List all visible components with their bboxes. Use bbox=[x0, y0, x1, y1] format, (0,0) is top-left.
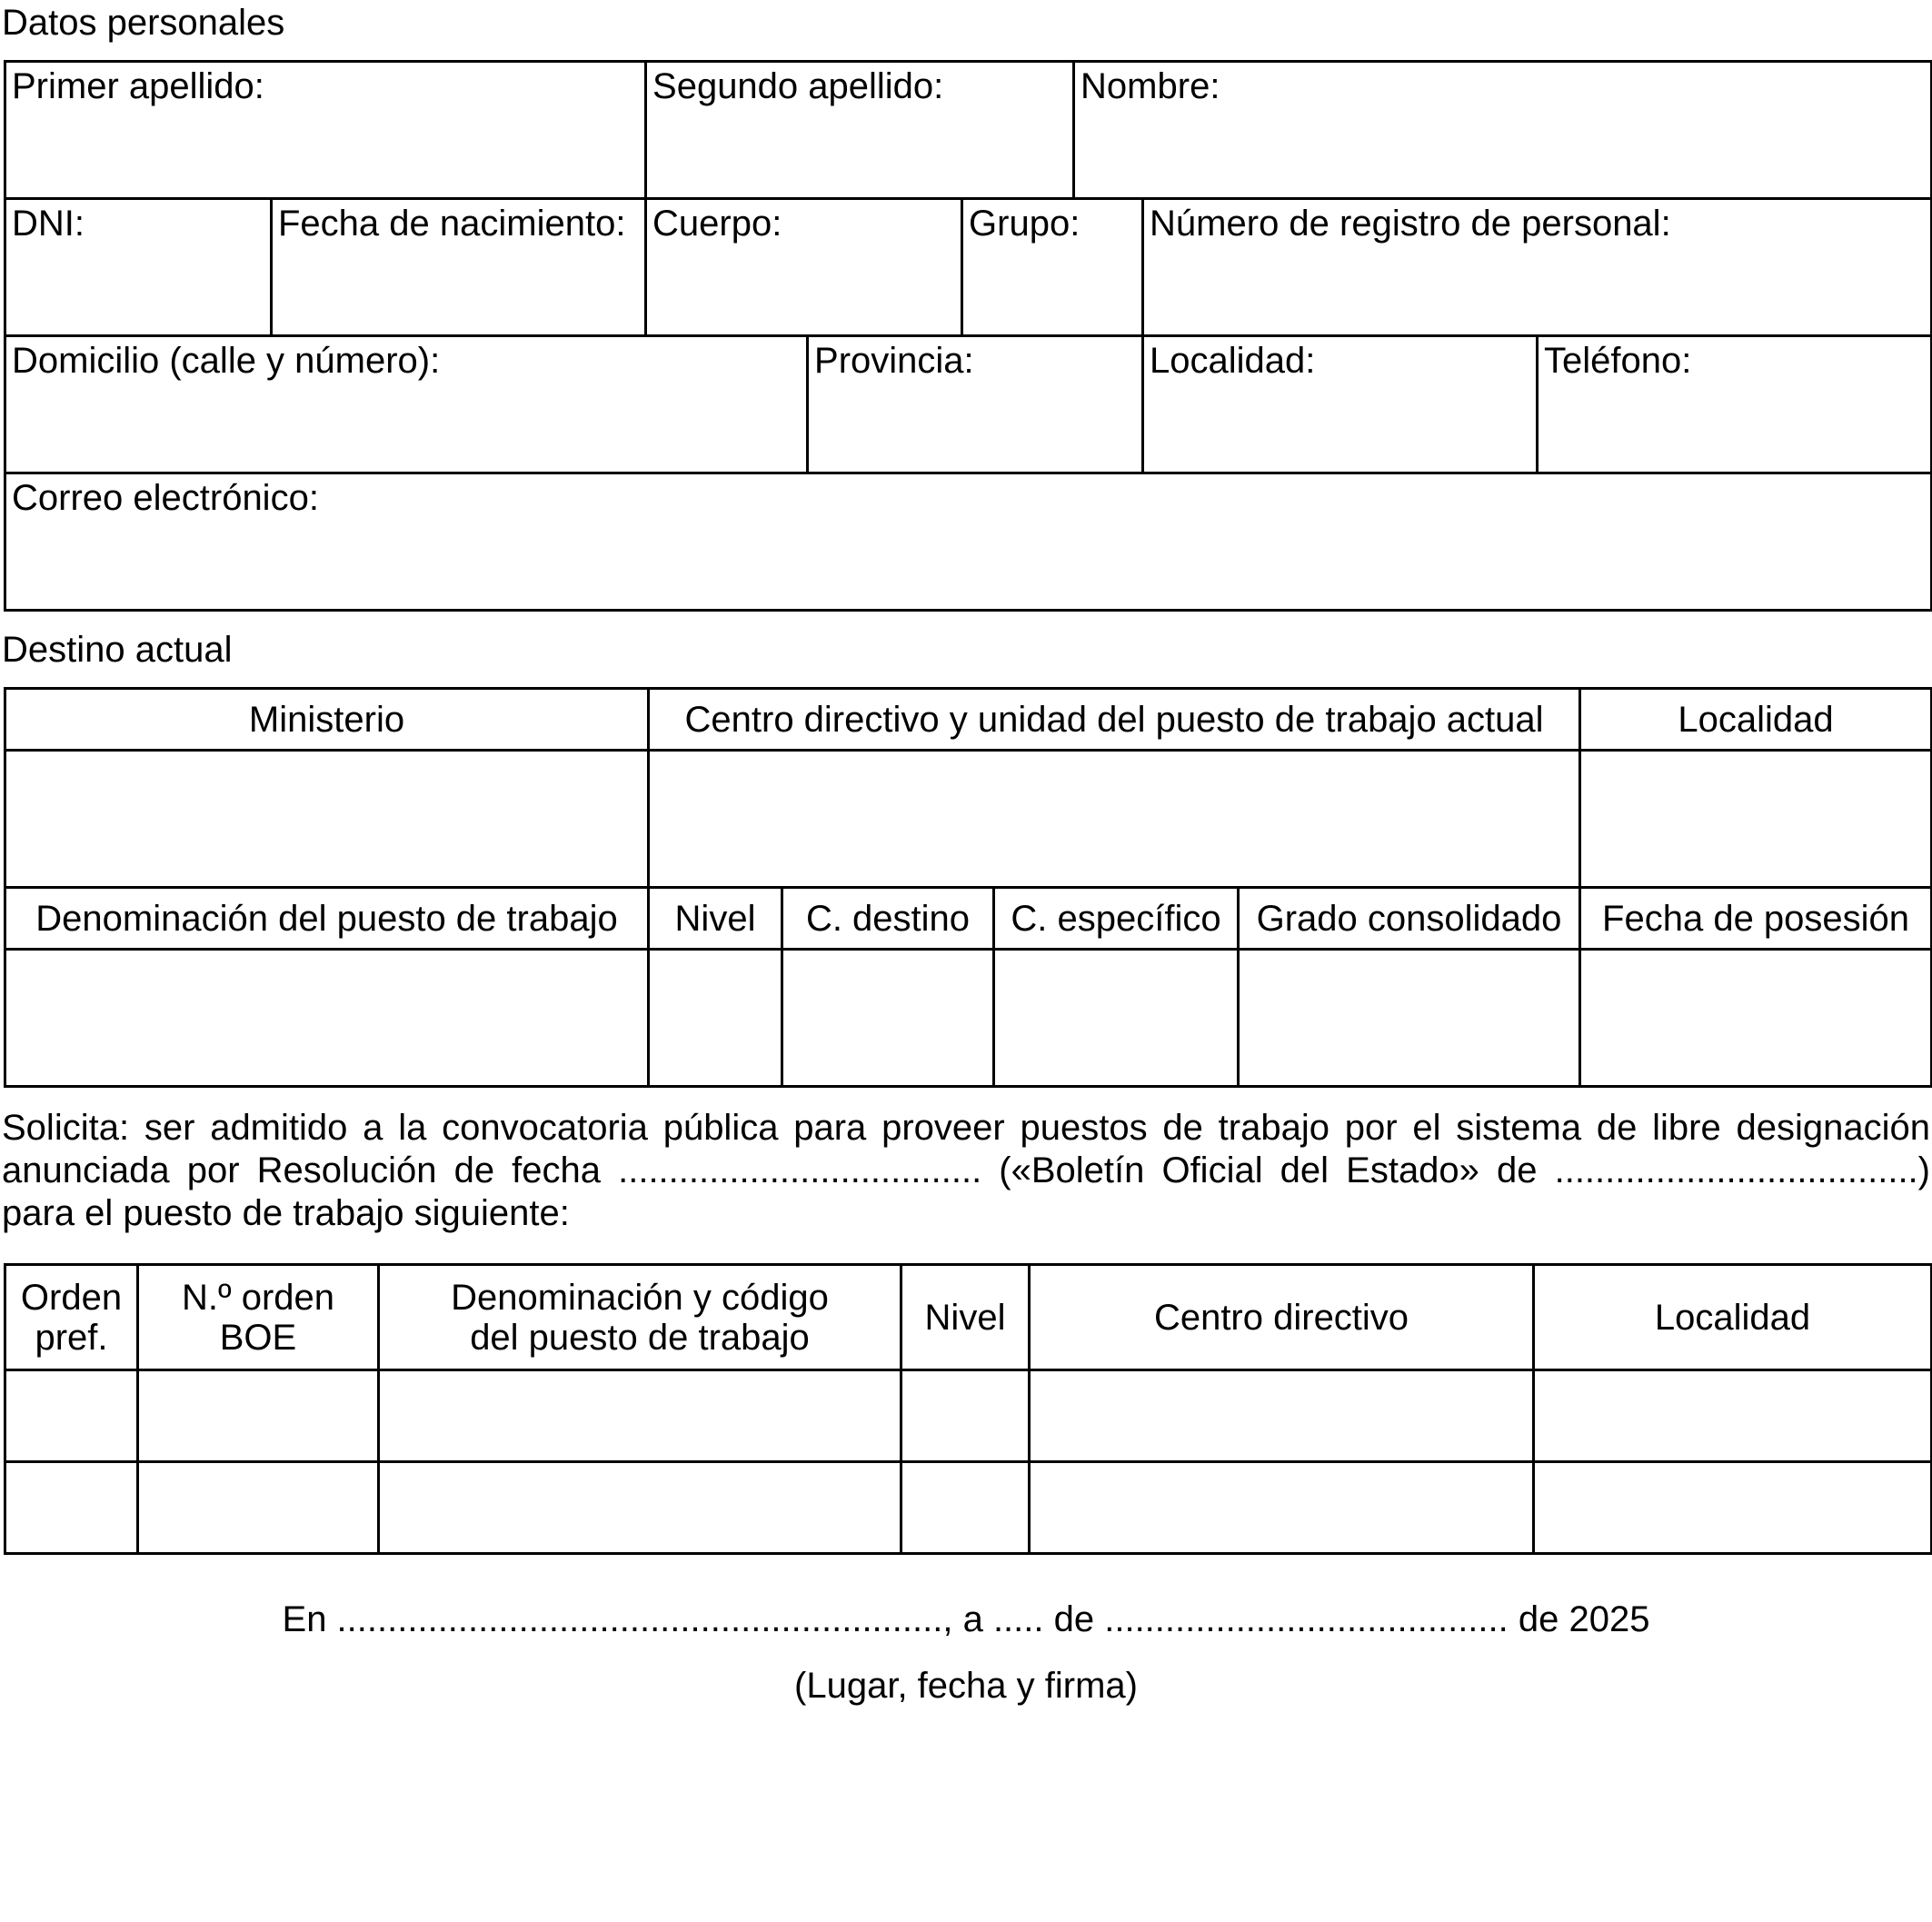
grado-consolidado-cell[interactable] bbox=[1239, 950, 1580, 1087]
orden-pref-header-line-1: Orden bbox=[20, 1277, 123, 1318]
denominacion-codigo-cell[interactable] bbox=[379, 1462, 901, 1554]
section-title-destino-actual: Destino actual bbox=[2, 630, 233, 670]
puesto-centro-directivo-cell[interactable] bbox=[1030, 1370, 1534, 1462]
fecha-posesion-cell[interactable] bbox=[1580, 950, 1932, 1087]
solicita-line-3: para el puesto de trabajo siguiente: bbox=[2, 1193, 570, 1233]
c-destino-cell[interactable] bbox=[782, 950, 994, 1087]
cuerpo-field[interactable]: Cuerpo: bbox=[646, 199, 962, 336]
provincia-field[interactable]: Provincia: bbox=[808, 336, 1143, 473]
destino-actual-table bbox=[4, 687, 1932, 1088]
correo-electronico-field[interactable]: Correo electrónico: bbox=[5, 473, 1932, 611]
telefono-field[interactable]: Teléfono: bbox=[1538, 336, 1932, 473]
lugar-fecha-line: En ............................................................, a ..... de ........................................ de 2025 bbox=[282, 1599, 1650, 1639]
orden-boe-cell[interactable] bbox=[138, 1370, 379, 1462]
puesto-nivel-header: Nivel bbox=[901, 1265, 1030, 1370]
puesto-centro-directivo-header: Centro directivo bbox=[1030, 1265, 1534, 1370]
puesto-localidad-cell[interactable] bbox=[1534, 1370, 1932, 1462]
nivel-cell[interactable] bbox=[649, 950, 782, 1087]
dni-field[interactable]: DNI: bbox=[5, 199, 272, 336]
puesto-nivel-cell[interactable] bbox=[901, 1370, 1030, 1462]
fecha-nacimiento-field[interactable]: Fecha de nacimiento: bbox=[272, 199, 646, 336]
puesto-centro-directivo-cell[interactable] bbox=[1030, 1462, 1534, 1554]
table-row bbox=[5, 1370, 1932, 1462]
puesto-localidad-cell[interactable] bbox=[1534, 1462, 1932, 1554]
fecha-posesion-header: Fecha de posesión bbox=[1580, 888, 1932, 950]
puesto-nivel-cell[interactable] bbox=[901, 1462, 1030, 1554]
domicilio-field[interactable]: Domicilio (calle y número): bbox=[5, 336, 808, 473]
orden-pref-cell[interactable] bbox=[5, 1462, 138, 1554]
centro-directivo-unidad-header: Centro directivo y unidad del puesto de trabajo actual bbox=[649, 689, 1580, 751]
section-title-datos-personales: Datos personales bbox=[2, 3, 285, 43]
denominacion-puesto-header: Denominación del puesto de trabajo bbox=[5, 888, 649, 950]
denominacion-puesto-cell[interactable] bbox=[5, 950, 649, 1087]
primer-apellido-field[interactable]: Primer apellido: bbox=[5, 62, 646, 199]
denominacion-codigo-header-line-1: Denominación y código bbox=[451, 1277, 829, 1318]
localidad-cell[interactable] bbox=[1580, 751, 1932, 888]
orden-boe-header-line-2: BOE bbox=[219, 1317, 297, 1358]
ministerio-cell[interactable] bbox=[5, 751, 649, 888]
solicita-paragraph bbox=[2, 1107, 1930, 1235]
ministerio-header: Ministerio bbox=[5, 689, 649, 751]
orden-pref-cell[interactable] bbox=[5, 1370, 138, 1462]
c-especifico-header: C. específico bbox=[994, 888, 1239, 950]
nivel-header: Nivel bbox=[649, 888, 782, 950]
orden-pref-header-line-2: pref. bbox=[35, 1317, 108, 1358]
puesto-localidad-header: Localidad bbox=[1534, 1265, 1932, 1370]
lugar-fecha-firma-caption: (Lugar, fecha y firma) bbox=[794, 1666, 1138, 1706]
localidad-field[interactable]: Localidad: bbox=[1143, 336, 1538, 473]
localidad-header: Localidad bbox=[1580, 689, 1932, 751]
c-destino-header: C. destino bbox=[782, 888, 994, 950]
grupo-field[interactable]: Grupo: bbox=[962, 199, 1143, 336]
denominacion-codigo-header bbox=[379, 1265, 901, 1370]
datos-personales-table bbox=[4, 60, 1932, 612]
denominacion-codigo-cell[interactable] bbox=[379, 1370, 901, 1462]
nombre-field[interactable]: Nombre: bbox=[1074, 62, 1932, 199]
denominacion-codigo-header-line-2: del puesto de trabajo bbox=[470, 1317, 810, 1358]
solicita-line-1: Solicita: ser admitido a la convocatoria pública para proveer puestos de trabajo por el sistema de libre designación bbox=[2, 1108, 1930, 1148]
table-row bbox=[5, 1462, 1932, 1554]
orden-boe-header-line-1: N.º orden bbox=[181, 1277, 335, 1318]
grado-consolidado-header: Grado consolidado bbox=[1239, 888, 1580, 950]
numero-registro-personal-field[interactable]: Número de registro de personal: bbox=[1143, 199, 1932, 336]
orden-boe-header bbox=[138, 1265, 379, 1370]
orden-boe-cell[interactable] bbox=[138, 1462, 379, 1554]
centro-directivo-unidad-cell[interactable] bbox=[649, 751, 1580, 888]
puestos-solicitados-table bbox=[4, 1263, 1932, 1555]
orden-pref-header bbox=[5, 1265, 138, 1370]
solicita-line-2: anunciada por Resolución de fecha .................................... («Boletín Oficial del Estado» de ....................................) bbox=[2, 1150, 1930, 1190]
c-especifico-cell[interactable] bbox=[994, 950, 1239, 1087]
segundo-apellido-field[interactable]: Segundo apellido: bbox=[646, 62, 1074, 199]
